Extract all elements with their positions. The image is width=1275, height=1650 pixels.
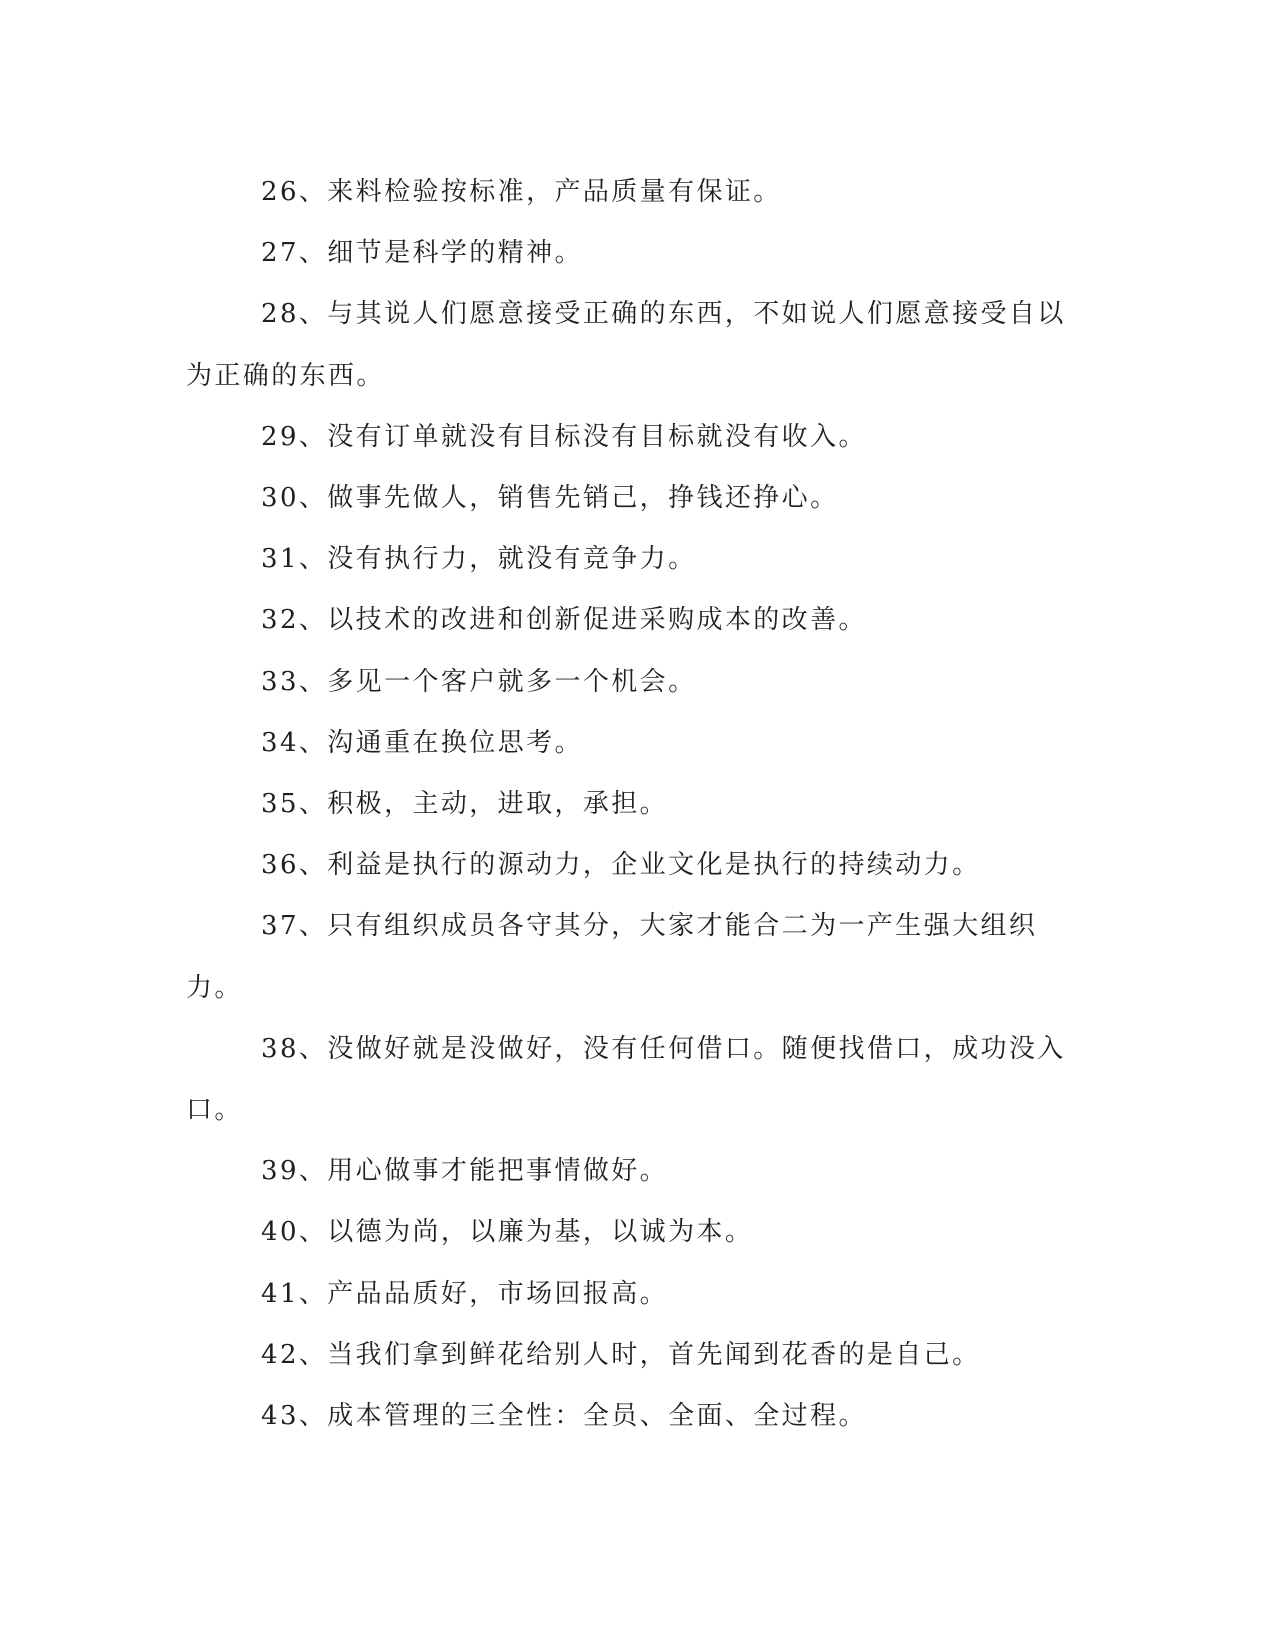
paragraph-39: 39、用心做事才能把事情做好。 xyxy=(261,1156,669,1187)
paragraph-28: 28、与其说人们愿意接受正确的东西，不如说人们愿意接受自以为正确的东西。 xyxy=(186,299,1066,391)
paragraph-36: 36、利益是执行的源动力，企业文化是执行的持续动力。 xyxy=(261,850,981,881)
paragraph-38: 38、没做好就是没做好，没有任何借口。随便找借口，成功没入口。 xyxy=(186,1033,1066,1126)
document-body xyxy=(186,162,1066,1447)
paragraph-31: 31、没有执行力，就没有竞争力。 xyxy=(261,544,697,575)
paragraph-43: 43、成本管理的三全性：全员、全面、全过程。 xyxy=(261,1401,867,1432)
paragraph-37: 37、只有组织成员各守其分，大家才能合二为一产生强大组织力。 xyxy=(186,911,1038,1003)
paragraph-34: 34、沟通重在换位思考。 xyxy=(261,727,583,758)
paragraph-33: 33、多见一个客户就多一个机会。 xyxy=(261,666,697,697)
paragraph-26: 26、来料检验按标准，产品质量有保证。 xyxy=(261,177,782,207)
paragraph-32: 32、以技术的改进和创新促进采购成本的改善。 xyxy=(261,605,867,636)
paragraph-41: 41、产品品质好，市场回报高。 xyxy=(261,1278,669,1309)
paragraph-29: 29、没有订单就没有目标没有目标就没有收入。 xyxy=(261,421,867,452)
paragraph-40: 40、以德为尚，以廉为基，以诚为本。 xyxy=(261,1217,754,1248)
paragraph-27: 27、细节是科学的精神。 xyxy=(261,238,583,269)
paragraph-35: 35、积极，主动，进取，承担。 xyxy=(261,789,669,820)
paragraph-30: 30、做事先做人，销售先销己，挣钱还挣心。 xyxy=(261,483,839,514)
paragraph-42: 42、当我们拿到鲜花给别人时，首先闻到花香的是自己。 xyxy=(261,1339,981,1370)
